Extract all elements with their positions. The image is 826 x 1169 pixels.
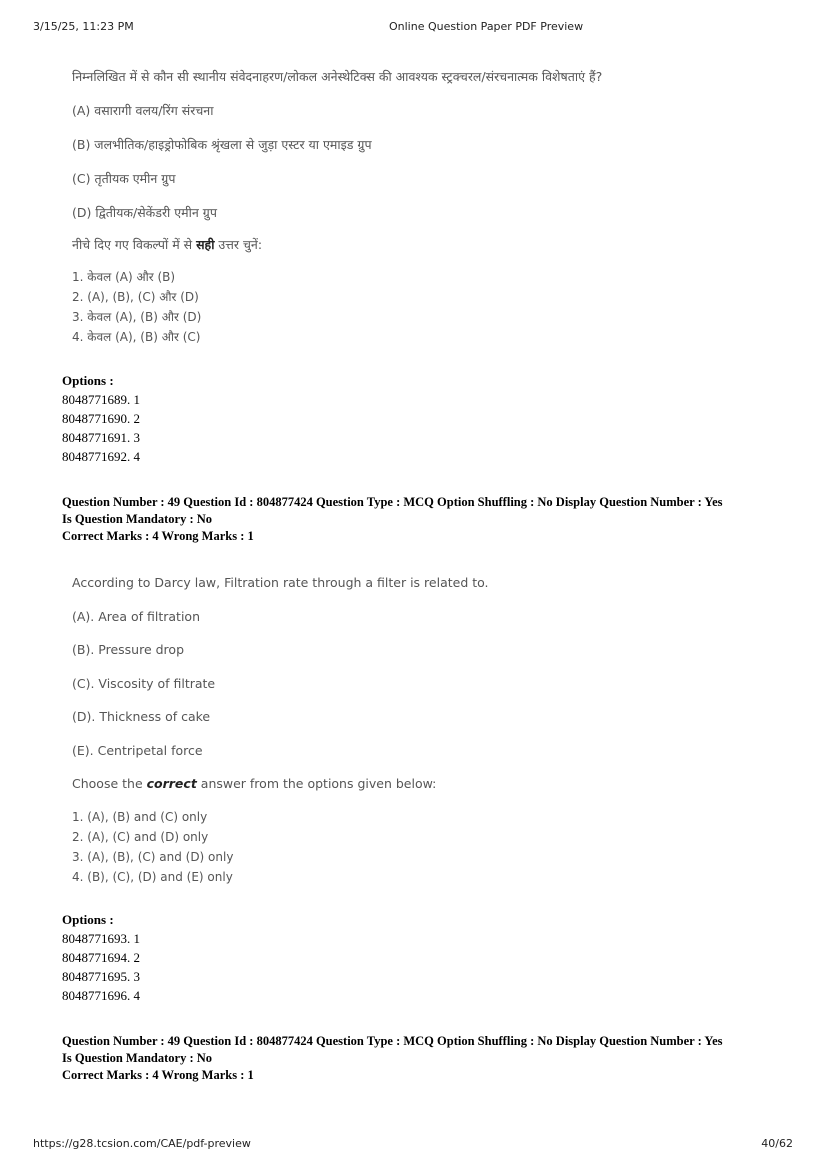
page-url[interactable]: https://g28.tcsion.com/CAE/pdf-preview xyxy=(33,1137,251,1150)
choice-item: 1. (A), (B) and (C) only xyxy=(72,810,208,824)
choice-item: 2. (A), (B), (C) और (D) xyxy=(72,290,199,304)
choice-item: 4. केवल (A), (B) और (C) xyxy=(72,330,201,344)
choice-item: 1. केवल (A) और (B) xyxy=(72,270,176,284)
choice-item: 2. (A), (C) and (D) only xyxy=(72,830,209,844)
choose-prompt: नीचे दिए गए विकल्पों में से सही उत्तर चुनें: xyxy=(72,237,263,252)
meta-line: Question Number : 49 Question Id : 804877424 Question Type : MCQ Option Shuffling : No Display Question Number : Yes xyxy=(62,1034,723,1048)
meta-line: Question Number : 49 Question Id : 804877424 Question Type : MCQ Option Shuffling : No Display Question Number : Yes xyxy=(62,495,723,509)
print-title: Online Question Paper PDF Preview xyxy=(389,20,584,33)
option-id: 8048771696. 4 xyxy=(62,988,140,1003)
question-text: According to Darcy law, Filtration rate through a filter is related to. xyxy=(72,575,489,590)
statement-b: (B). Pressure drop xyxy=(72,642,185,657)
statement-d: (D). Thickness of cake xyxy=(72,709,211,724)
statement-a: (A) वसारागी वलय/रिंग संरचना xyxy=(72,103,214,118)
option-id: 8048771690. 2 xyxy=(62,411,140,426)
option-id: 8048771689. 1 xyxy=(62,392,140,407)
statement-d: (D) द्वितीयक/सेकेंडरी एमीन ग्रुप xyxy=(72,205,217,220)
print-datetime: 3/15/25, 11:23 PM xyxy=(33,20,134,33)
option-id: 8048771691. 3 xyxy=(62,430,140,445)
question-meta-2 xyxy=(62,1033,723,1084)
choice-item: 3. (A), (B), (C) and (D) only xyxy=(72,850,234,864)
options-label: Options : xyxy=(62,373,114,388)
statement-a: (A). Area of filtration xyxy=(72,609,201,624)
option-id: 8048771695. 3 xyxy=(62,969,140,984)
meta-line: Correct Marks : 4 Wrong Marks : 1 xyxy=(62,529,254,543)
choice-item: 3. केवल (A), (B) और (D) xyxy=(72,310,202,324)
statement-c: (C). Viscosity of filtrate xyxy=(72,676,216,691)
choice-list xyxy=(72,267,201,347)
statement-e: (E). Centripetal force xyxy=(72,743,203,758)
option-id: 8048771693. 1 xyxy=(62,931,140,946)
question-text: निम्नलिखित में से कौन सी स्थानीय संवेदनाहरण/लोकल अनेस्थेटिक्स की आवश्यक स्ट्रक्चरल/संरचनात्मक विशेषताएं हैं? xyxy=(72,69,603,84)
option-id: 8048771694. 2 xyxy=(62,950,140,965)
choice-list xyxy=(72,807,233,887)
meta-line: Is Question Mandatory : No xyxy=(62,1051,213,1065)
statement-b: (B) जलभीतिक/हाइड्रोफोबिक श्रृंखला से जुड़ा एस्टर या एमाइड ग्रुप xyxy=(72,137,372,152)
choice-item: 4. (B), (C), (D) and (E) only xyxy=(72,870,233,884)
options-block-2 xyxy=(62,910,140,1005)
choose-prompt: Choose the correct answer from the options given below: xyxy=(72,776,437,791)
options-label: Options : xyxy=(62,912,114,927)
meta-line: Is Question Mandatory : No xyxy=(62,512,213,526)
statement-c: (C) तृतीयक एमीन ग्रुप xyxy=(72,171,176,186)
question-meta-1 xyxy=(62,494,723,545)
meta-line: Correct Marks : 4 Wrong Marks : 1 xyxy=(62,1068,254,1082)
options-block-1 xyxy=(62,371,140,466)
option-id: 8048771692. 4 xyxy=(62,449,140,464)
page-number: 40/62 xyxy=(761,1137,793,1150)
